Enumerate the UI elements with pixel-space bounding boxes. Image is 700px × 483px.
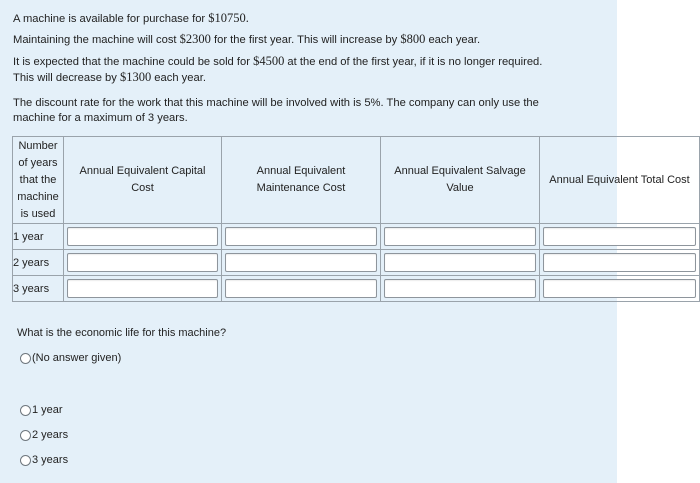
header-years-used: Number of years that the machine is used <box>13 137 64 224</box>
discount-rate-text <box>13 96 608 126</box>
header-capital-cost: Annual Equivalent Capital Cost <box>64 137 222 224</box>
capital-cost-input-year2[interactable] <box>67 253 218 272</box>
salvage-text <box>13 54 608 86</box>
salvage-value-input-year1[interactable] <box>384 227 536 246</box>
capital-cost-cell <box>64 250 222 276</box>
total-cost-input-year3[interactable] <box>543 279 696 298</box>
discount-rate-line1: The discount rate for the work that this machine will be involved with is 5%. The company can only use the <box>13 97 539 109</box>
header-total-cost: Annual Equivalent Total Cost <box>540 137 700 224</box>
radio-button[interactable] <box>20 430 31 441</box>
salvage-decrease-amount: $1300 <box>119 70 152 84</box>
total-cost-input-year2[interactable] <box>543 253 696 272</box>
maintenance-cost-cell <box>222 276 381 302</box>
maintenance-cost-cell <box>222 250 381 276</box>
maintenance-cost-input-year2[interactable] <box>225 253 377 272</box>
total-cost-cell <box>540 250 700 276</box>
purchase-price-label: A machine is available for purchase for <box>13 13 209 25</box>
salvage-label: It is expected that the machine could be sold for <box>13 56 254 68</box>
option-label: 1 year <box>32 404 63 416</box>
capital-cost-cell <box>64 224 222 250</box>
option-no-answer[interactable] <box>20 352 121 364</box>
capital-cost-input-year3[interactable] <box>67 279 218 298</box>
economic-life-question: What is the economic life for this machine? <box>17 327 227 339</box>
annual-equivalent-table <box>12 136 700 302</box>
discount-rate-line2: machine for a maximum of 3 years. <box>13 112 188 124</box>
option-label: 3 years <box>32 454 69 466</box>
table-row <box>13 276 700 302</box>
salvage-value-cell <box>381 224 540 250</box>
row-label: 2 years <box>13 250 64 276</box>
maintenance-label: Maintaining the machine will cost <box>13 34 180 46</box>
capital-cost-input-year1[interactable] <box>67 227 218 246</box>
option-3-years[interactable] <box>20 454 68 466</box>
option-label: 2 years <box>32 429 69 441</box>
salvage-value-input-year3[interactable] <box>384 279 536 298</box>
row-label: 3 years <box>13 276 64 302</box>
maintenance-text <box>13 32 608 48</box>
option-label: (No answer given) <box>32 352 122 364</box>
maintenance-increase-label: for the first year. This will increase by <box>210 34 401 46</box>
header-salvage-value: Annual Equivalent Salvage Value <box>381 137 540 224</box>
table-row <box>13 224 700 250</box>
capital-cost-cell <box>64 276 222 302</box>
salvage-value-input-year2[interactable] <box>384 253 536 272</box>
radio-button[interactable] <box>20 405 31 416</box>
maintenance-suffix: each year. <box>425 34 481 46</box>
salvage-amount: $4500 <box>253 54 285 68</box>
option-1-year[interactable] <box>20 404 63 416</box>
option-2-years[interactable] <box>20 429 68 441</box>
maintenance-cost-input-year3[interactable] <box>225 279 377 298</box>
salvage-value-cell <box>381 276 540 302</box>
salvage-value-cell <box>381 250 540 276</box>
salvage-decrease-suffix: each year. <box>151 72 206 84</box>
radio-button[interactable] <box>20 353 31 364</box>
salvage-suffix: at the end of the first year, if it is no longer required. <box>284 56 543 68</box>
total-cost-input-year1[interactable] <box>543 227 696 246</box>
maintenance-amount: $2300 <box>179 32 211 46</box>
total-cost-cell <box>540 276 700 302</box>
maintenance-increase-amount: $800 <box>400 32 426 46</box>
maintenance-cost-cell <box>222 224 381 250</box>
maintenance-cost-input-year1[interactable] <box>225 227 377 246</box>
table-header-row <box>13 137 700 224</box>
purchase-price-amount: $10750. <box>208 11 249 25</box>
table-row <box>13 250 700 276</box>
header-maintenance-cost: Annual Equivalent Maintenance Cost <box>222 137 381 224</box>
row-label: 1 year <box>13 224 64 250</box>
total-cost-cell <box>540 224 700 250</box>
radio-button[interactable] <box>20 455 31 466</box>
salvage-decrease-label: This will decrease by <box>13 72 120 84</box>
purchase-price-text <box>13 11 608 27</box>
